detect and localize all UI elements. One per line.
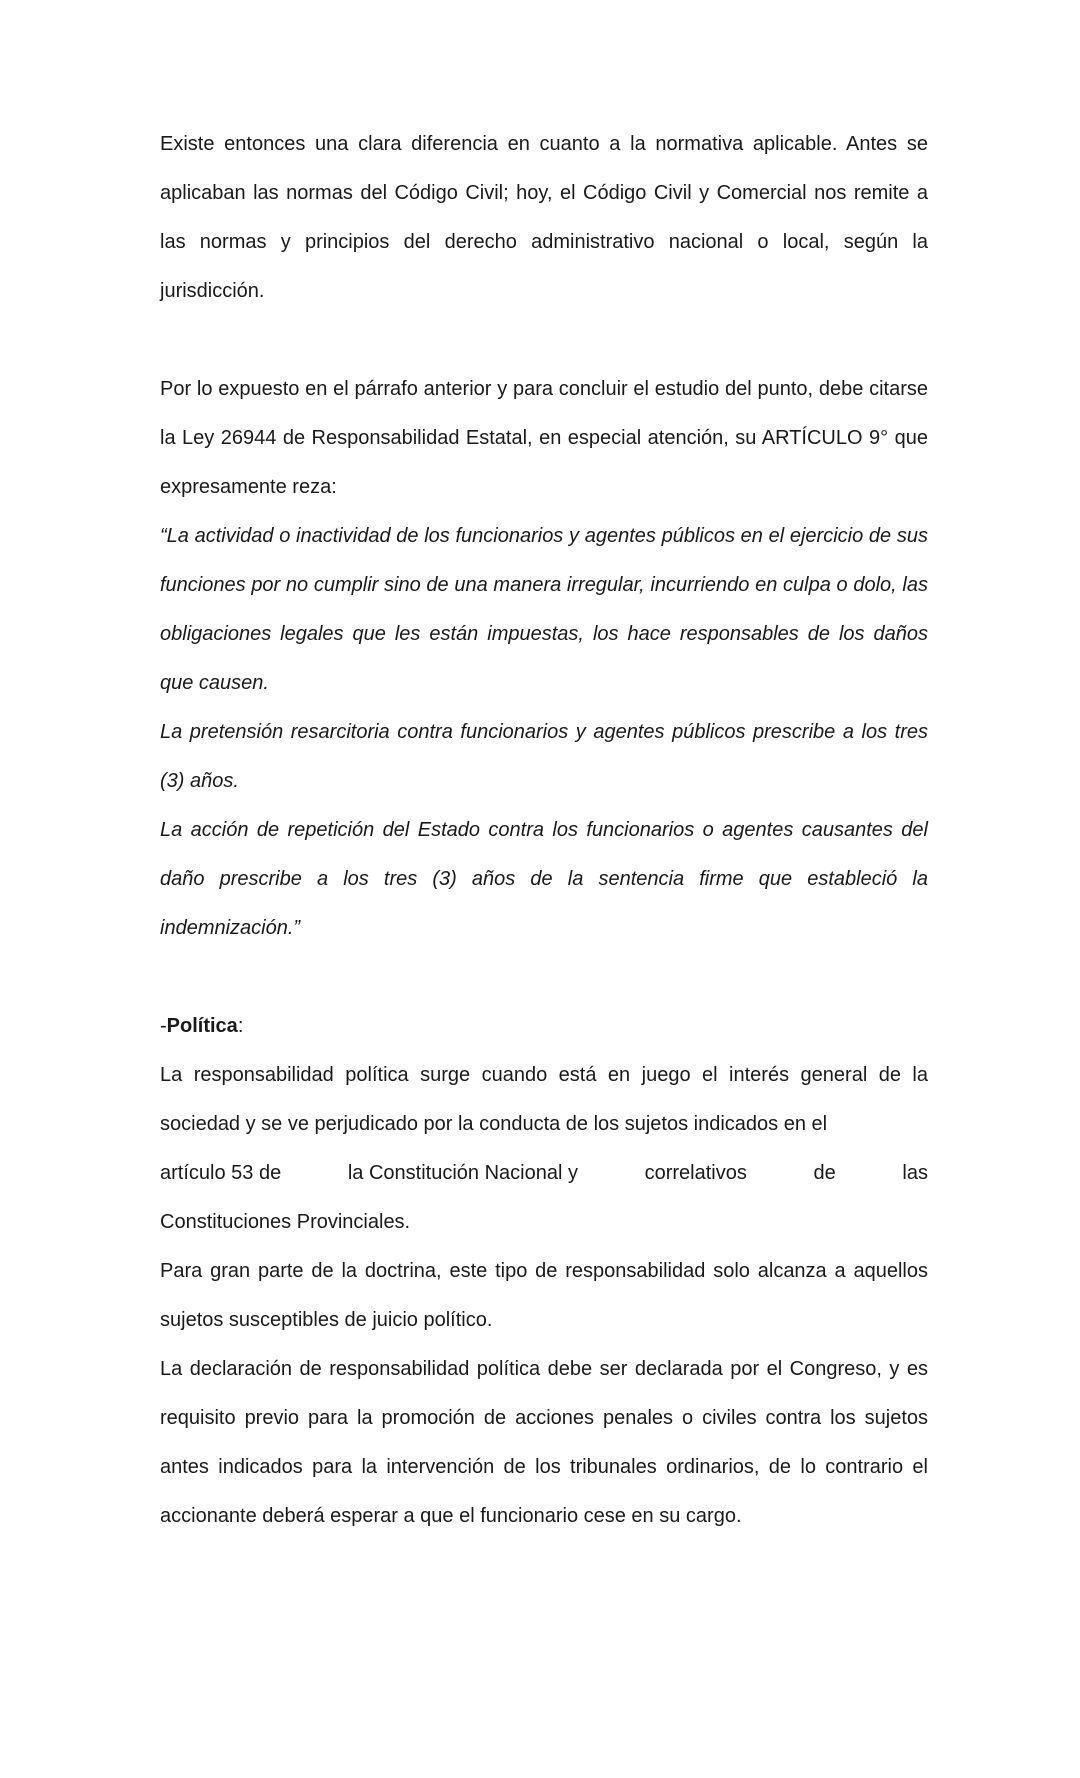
paragraph-gap <box>160 316 928 365</box>
document-page <box>160 120 928 1541</box>
quote-text: La acción de repetición del Estado contra los funcionarios o agentes causantes del daño prescribe a los tres (3) años de la sentencia firme que estableció la indemnización. <box>160 819 928 939</box>
art-word-5: las <box>902 1162 928 1184</box>
art-word-2: la Constitución Nacional y <box>347 1162 578 1184</box>
heading-colon: : <box>237 1015 244 1037</box>
quote-articulo-9-part-1: “La actividad o inactividad de los funcionarios y agentes públicos en el ejercicio de sus funciones por no cumplir sino de una manera irregular, incurriendo en culpa o dolo, las obligaciones legales que les están impuestas, los hace responsables de los daños que causen. <box>160 525 928 694</box>
paragraph-politica-doctrina: Para gran parte de la doctrina, este tipo de responsabilidad solo alcanza a aquellos sujetos susceptibles de juicio político. <box>160 1260 928 1331</box>
heading-dash: - <box>160 1015 167 1037</box>
quote-articulo-9-part-3 <box>160 806 928 953</box>
heading-word: Política <box>166 1015 238 1037</box>
art-word-3: correlativos <box>644 1162 747 1184</box>
paragraph-politica-definition: La responsabilidad política surge cuando está en juego el interés general de la sociedad y se ve perjudicado por la conducta de los sujetos indicados en el <box>160 1064 928 1135</box>
section-gap <box>160 953 928 1002</box>
paragraph-politica-constituciones: Constituciones Provinciales. <box>160 1211 411 1233</box>
paragraph-ley-26944: Por lo expuesto en el párrafo anterior y para concluir el estudio del punto, debe citarse la Ley 26944 de Responsabilidad Estatal, en especial atención, su ARTÍCULO 9° que expresamente reza: <box>160 378 928 498</box>
quote-articulo-9-part-2: La pretensión resarcitoria contra funcionarios y agentes públicos prescribe a los tres (3) años. <box>160 721 928 792</box>
section-heading-politica <box>160 1002 928 1051</box>
art-word-4: de <box>813 1162 836 1184</box>
art-word-1: artículo 53 de <box>160 1162 282 1184</box>
paragraph-politica-article-line <box>160 1149 928 1198</box>
quote-close-mark: ” <box>293 917 301 939</box>
paragraph-politica-congreso: La declaración de responsabilidad política debe ser declarada por el Congreso, y es requisito previo para la promoción de acciones penales o civiles contra los sujetos antes indicados para la intervención de los tribunales ordinarios, de lo contrario el accionante deberá esperar a que el funcionario cese en su cargo. <box>160 1358 928 1527</box>
paragraph-normativa: Existe entonces una clara diferencia en cuanto a la normativa aplicable. Antes se aplicaban las normas del Código Civil; hoy, el Código Civil y Comercial nos remite a las normas y principios del derecho administrativo nacional o local, según la jurisdicción. <box>160 133 928 302</box>
